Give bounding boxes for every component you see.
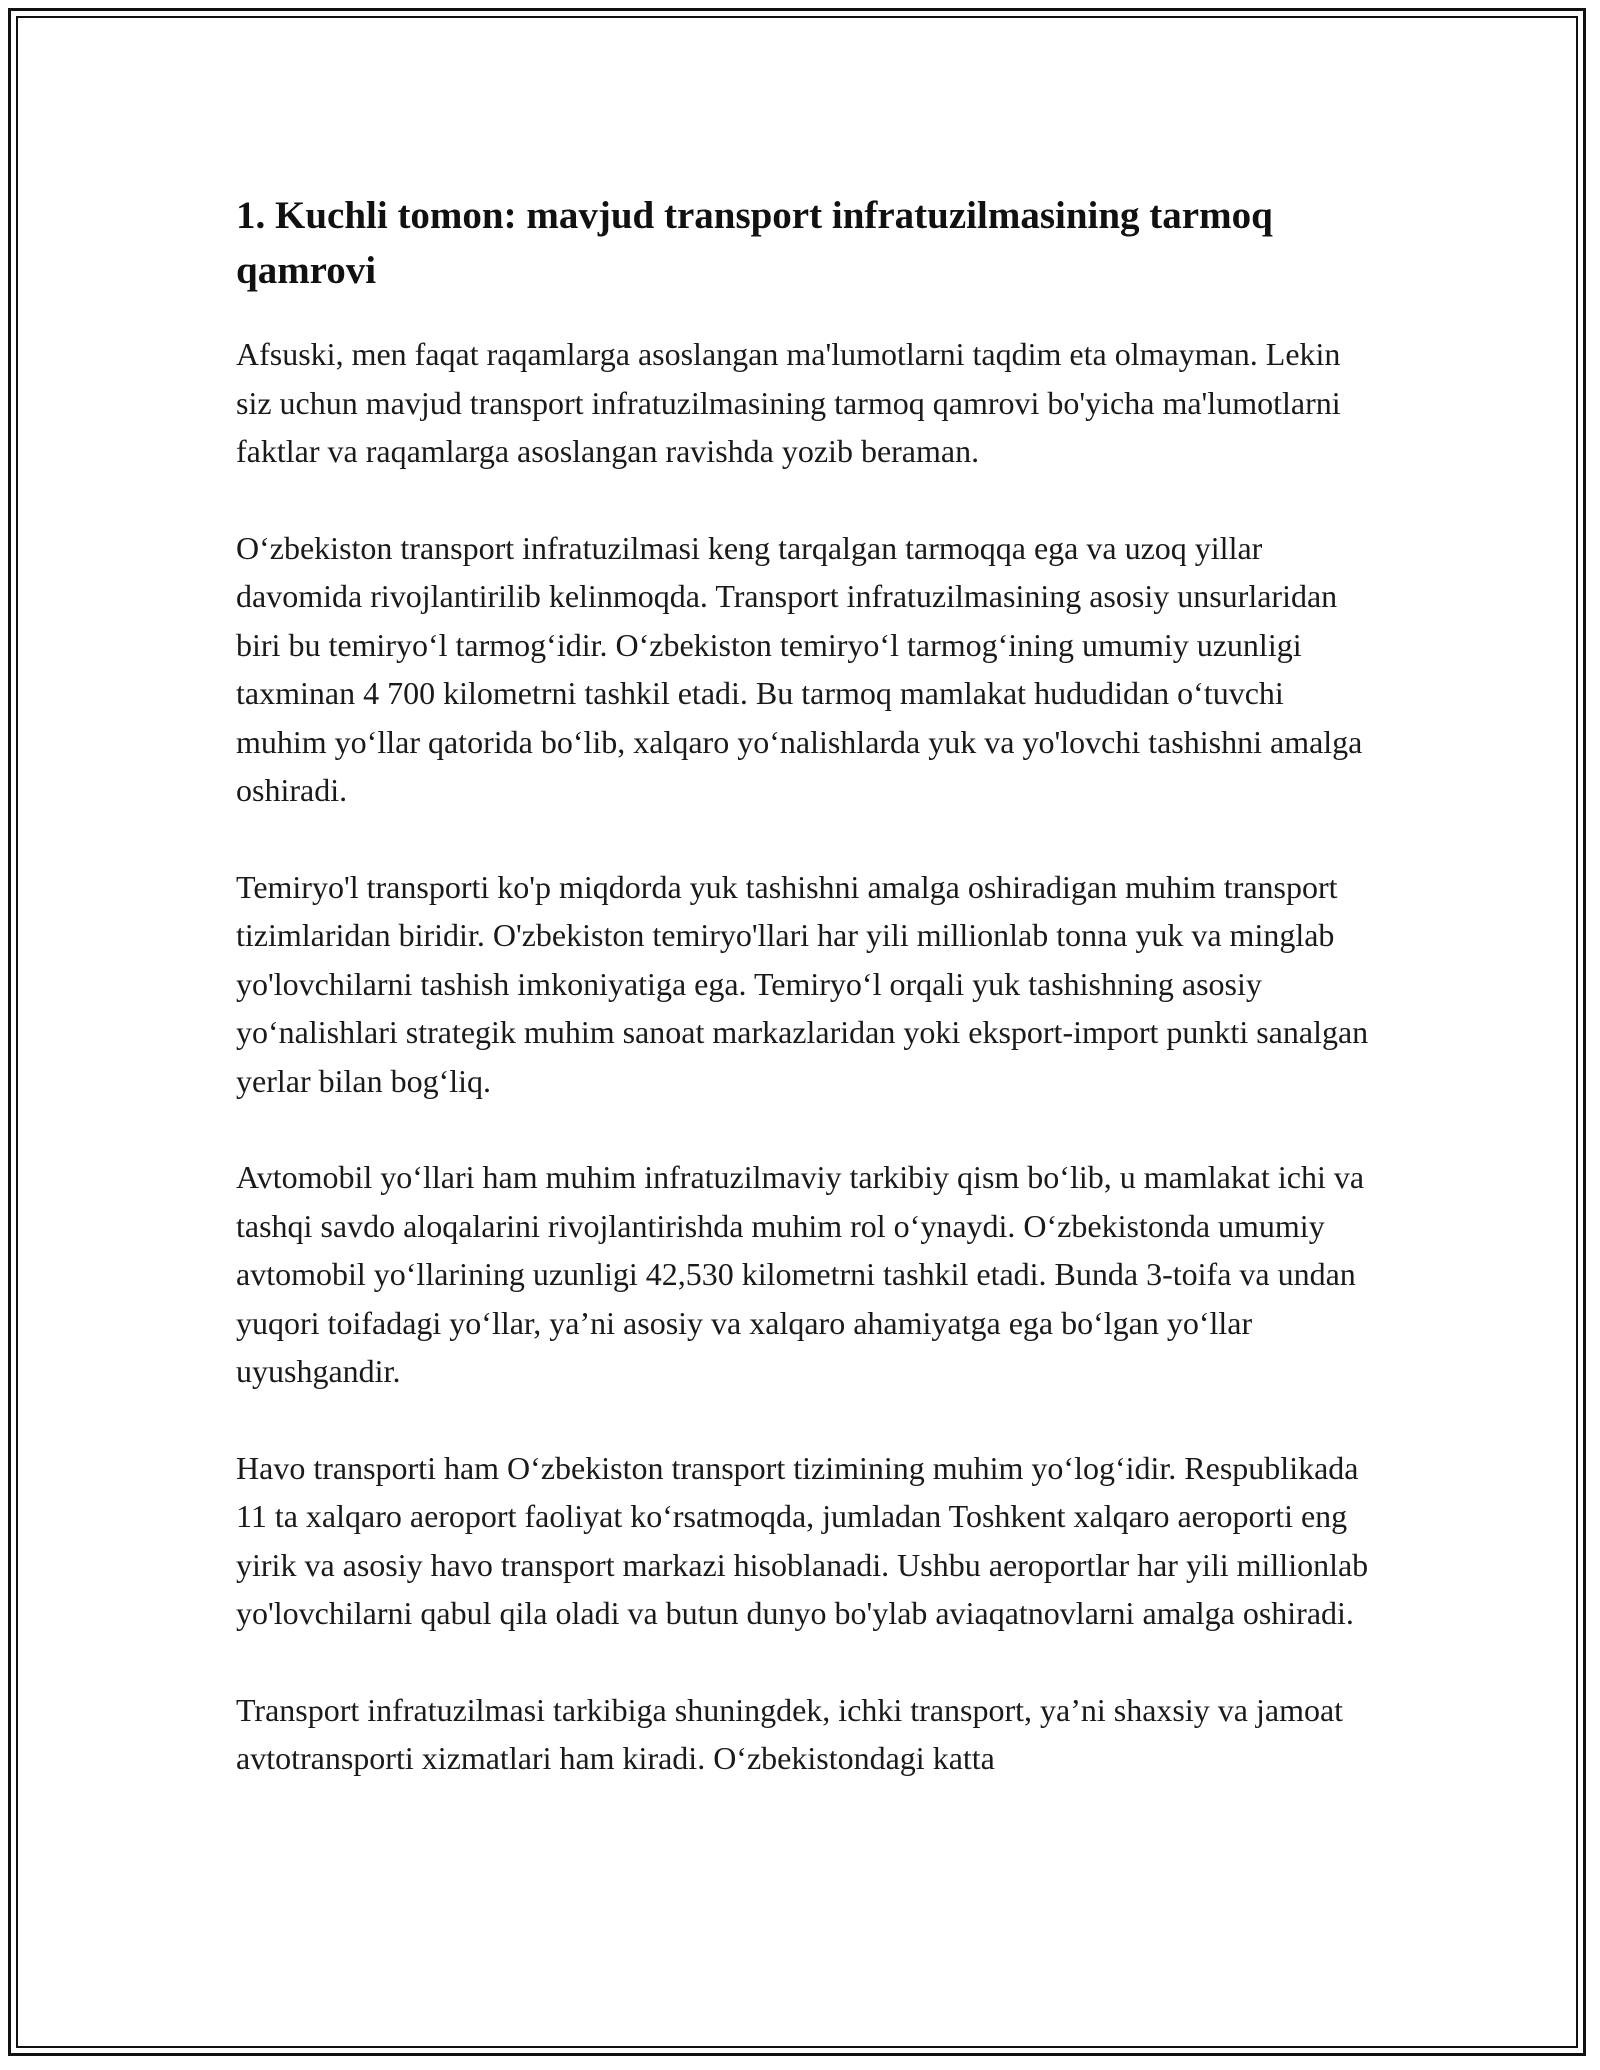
paragraph-roads: Avtomobil yo‘llari ham muhim infratuzilmaviy tarkibiy qism bo‘lib, u mamlakat ichi va tashqi savdo aloqalarini rivojlantirishda muhim rol o‘ynaydi. O‘zbekistonda umumiy avtomobil yo‘llarining uzunligi 42,530 kilometrni tashkil etadi. Bunda 3-toifa va undan yuqori toifadagi yo‘llar, ya’ni asosiy va xalqaro ahamiyatga ega bo‘lgan yo‘llar uyushgandir. <box>236 1159 1365 1389</box>
paragraph-internal-transport: Transport infratuzilmasi tarkibiga shuningdek, ichki transport, ya’ni shaxsiy va jamoat avtotransporti xizmatlari ham kiradi. O‘zbekistondagi katta <box>236 1691 1344 1776</box>
paragraph-air-transport: Havo transporti ham O‘zbekiston transport tizimining muhim yo‘log‘idir. Respublikada 11 ta xalqaro aeroport faoliyat ko‘rsatmoqda, jumladan Toshkent xalqaro aeroporti eng yirik va asosiy havo transport markazi hisoblanadi. Ushbu aeroportlar har yili millionlab yo'lovchilarni qabul qila oladi va butun dunyo bo'ylab aviaqatnovlarni amalga oshiradi. <box>236 1449 1369 1631</box>
section-heading: 1. Kuchli tomon: mavjud transport infratuzilmasining tarmoq qamrovi <box>236 194 1273 292</box>
paragraph-railway-network: O‘zbekiston transport infratuzilmasi keng tarqalgan tarmoqqa ega va uzoq yillar davomida rivojlantirilib kelinmoqda. Transport infratuzilmasining asosiy unsurlaridan biri bu temiryo‘l tarmog‘idir. O‘zbekiston temiryo‘l tarmog‘ining umumiy uzunligi taxminan 4 700 kilometrni tashkil etadi. Bu tarmoq mamlakat hududidan o‘tuvchi muhim yo‘llar qatorida bo‘lib, xalqaro yo‘nalishlarda yuk va yo'lovchi tashishni amalga oshiradi. <box>236 529 1363 808</box>
paragraph-intro: Afsuski, men faqat raqamlarga asoslangan ma'lumotlarni taqdim eta olmayman. Lekin siz uchun mavjud transport infratuzilmasining tarmoq qamrovi bo'yicha ma'lumotlarni faktlar va raqamlarga asoslangan ravishda yozib beraman. <box>236 336 1341 469</box>
paragraph-railway-transport: Temiryo'l transporti ko'p miqdorda yuk tashishni amalga oshiradigan muhim transport tizimlaridan biridir. O'zbekiston temiryo'llari har yili millionlab tonna yuk va minglab yo'lovchilarni tashish imkoniyatiga ega. Temiryo‘l orqali yuk tashishning asosiy yo‘nalishlari strategik muhim sanoat markazlaridan yoki eksport-import punkti sanalgan yerlar bilan bog‘liq. <box>236 868 1369 1099</box>
document-body <box>236 188 1376 1831</box>
